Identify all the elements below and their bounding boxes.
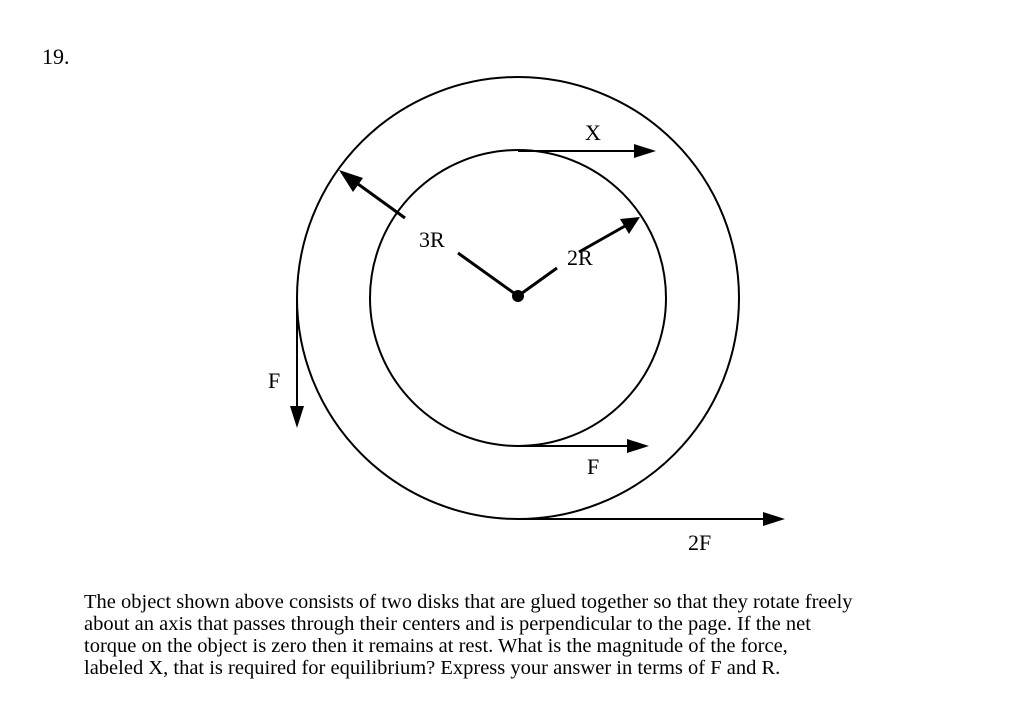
force-inner-bottom-arrowhead (627, 439, 649, 453)
force-outer-bottom-label: 2F (688, 530, 712, 555)
outer-radius-line-upper (358, 184, 405, 218)
force-x-label: X (585, 120, 601, 145)
outer-radius-arrowhead (339, 170, 363, 192)
question-line-3: torque on the object is zero then it remains at rest. What is the magnitude of the force, (84, 635, 788, 657)
question-line-1: The object shown above consists of two disks that are glued together so that they rotate freely (84, 591, 853, 613)
question-text (84, 591, 994, 679)
problem-number: 19. (42, 44, 70, 69)
force-outer-bottom-arrowhead (763, 512, 785, 526)
inner-radius-line-lower (518, 268, 557, 296)
question-line-2: about an axis that passes through their centers and is perpendicular to the page. If the net (84, 613, 811, 635)
force-inner-bottom-label: F (587, 454, 600, 479)
force-left-arrowhead (290, 406, 304, 428)
question-line-4: labeled X, that is required for equilibrium? Express your answer in terms of F and R. (84, 657, 781, 679)
inner-radius-label: 2R (567, 245, 593, 270)
outer-radius-label: 3R (419, 227, 445, 252)
force-left-label: F (268, 368, 281, 393)
outer-radius-line-lower (458, 253, 518, 296)
force-x-arrowhead (634, 144, 656, 158)
